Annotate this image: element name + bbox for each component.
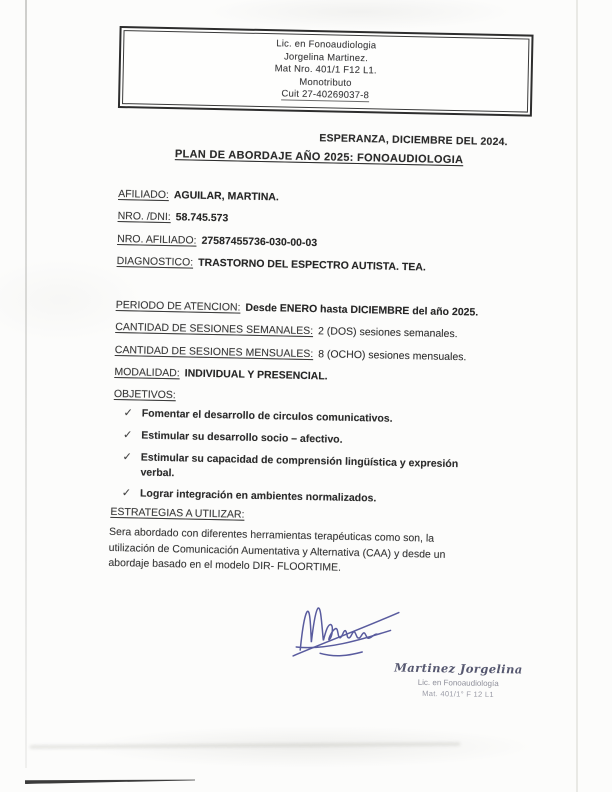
- field-label: AFILIADO:: [118, 188, 170, 202]
- stamp-line-profession: Lic. en Fonoaudiologia: [276, 38, 377, 52]
- stamp-line-matricula: Mat Nro. 401/1 F12 L1.: [274, 63, 377, 77]
- professional-credential: Lic. en Fonoaudiología: [417, 677, 499, 689]
- strategies-paragraph: Sera abordado con diferentes herramientas terapéuticas como son, la utilización de Comunicación Aumentativa y Alternativa (CAA) y desde un abordaje basado en el modelo DIR- FLOORTIME.: [108, 525, 446, 574]
- strategies-heading: ESTRATEGIAS A UTILIZAR:: [110, 505, 245, 521]
- field-label: DIAGNOSTICO:: [116, 254, 194, 269]
- objective-text: Fomentar el desarrollo de circulos comunicativos.: [141, 407, 393, 425]
- page-title: PLAN DE ABORDAJE AÑO 2025: FONOAUDIOLOGIA: [174, 148, 464, 167]
- stamp-line-cuit: Cuit 27-40269037-8: [281, 88, 370, 102]
- professional-name: Martinez Jorgelina: [394, 660, 523, 677]
- checkmark-icon: ✓: [121, 487, 132, 500]
- date-line: ESPERANZA, DICIEMBRE DEL 2024.: [319, 132, 508, 149]
- field-value: AGUILAR, MARTINA.: [173, 189, 279, 204]
- objective-text: Estimular su desarrollo socio – afectivo.: [141, 429, 343, 446]
- field-value: INDIVIDUAL Y PRESENCIAL.: [184, 367, 328, 383]
- objective-text: Lograr integración en ambientes normalizados.: [139, 487, 377, 505]
- field-value: 58.745.573: [175, 211, 229, 225]
- checkmark-icon: ✓: [122, 429, 133, 442]
- handwritten-signature-icon: [290, 594, 405, 664]
- field-label: CANTIDAD DE SESIONES SEMANALES:: [115, 320, 314, 338]
- field-label: NRO. AFILIADO:: [117, 232, 197, 247]
- stamp-line-tax-status: Monotributo: [299, 76, 352, 89]
- objective-text: Estimular su capacidad de comprensión lingüística y expresión verbal.: [140, 451, 459, 480]
- stamp-line-name: Jorgelina Martinez.: [283, 50, 369, 64]
- checkmark-icon: ✓: [122, 451, 132, 464]
- field-value: 8 (OCHO) sesiones mensuales.: [318, 348, 467, 364]
- field-label: MODALIDAD:: [114, 365, 180, 380]
- checkmark-icon: ✓: [123, 407, 133, 420]
- field-value: 2 (DOS) sesiones semanales.: [317, 325, 458, 341]
- field-value: TRASTORNO DEL ESPECTRO AUTISTA. TEA.: [198, 256, 426, 274]
- field-label: NRO. /DNI:: [117, 209, 171, 224]
- field-label: CANTIDAD DE SESIONES MENSUALES:: [114, 343, 314, 361]
- professional-registration: Mat. 401/1° F 12 L1: [422, 688, 494, 700]
- field-label: PERIODO DE ATENCION:: [115, 298, 241, 314]
- field-value: 27587455736-030-00-03: [201, 234, 318, 250]
- objectives-heading: OBJETIVOS:: [113, 387, 176, 402]
- field-value: Desde ENERO hasta DICIEMBRE del año 2025.: [245, 301, 479, 319]
